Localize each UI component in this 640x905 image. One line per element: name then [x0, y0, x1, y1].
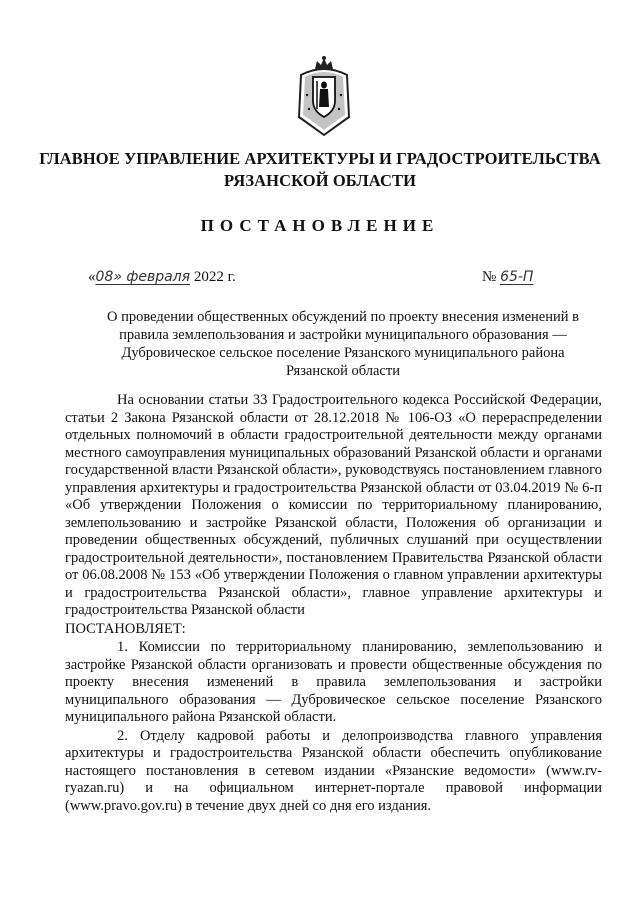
document-number [482, 269, 533, 286]
organization-name-line1: ГЛАВНОЕ УПРАВЛЕНИЕ АРХИТЕКТУРЫ И ГРАДОСТРОИТЕЛЬСТВА [39, 149, 601, 168]
subject-line: правила землепользования и застройки муниципального образования — [119, 327, 567, 343]
document-type: ПОСТАНОВЛЕНИЕ [200, 216, 440, 235]
document-body [65, 392, 602, 816]
date-prefix: « [88, 269, 96, 285]
subject-line: Дубровическое сельское поселение Рязанского муниципального района [121, 345, 565, 361]
subject-line: Рязанской области [286, 363, 400, 379]
preamble-paragraph: На основании статьи 33 Градостроительного кодекса Российской Федерации, статьи 2 Закона Рязанской области от 28.12.2018 № 106-ОЗ «О перераспределении отдельных полномочий в области градостроительной деятельности между органами местного самоуправления муниципальных образований Рязанской области и органами государственной власти Рязанской области», руководствуясь постановлением главного управления архитектуры и градостроительства Рязанской области от 03.04.2019 № 6-п «Об утверждении Положения о комиссии по территориальному планированию, землепользованию и застройке Рязанской области, Положения об организации и проведении общественных обсуждений, публичных слушаний при осуществлении градостроительной деятельности», постановлением Правительства Рязанской области от 06.08.2008 № 153 «Об утверждении Положения о главном управлении архитектуры и градостроительства Рязанской области», главное управление архитектуры и градостроительства Рязанской области [65, 392, 602, 618]
organization-name-line2: РЯЗАНСКОЙ ОБЛАСТИ [223, 171, 417, 190]
date-handwritten: 08» февраля [95, 269, 191, 285]
number-label: № [482, 269, 497, 285]
organization-name [0, 148, 640, 192]
subject-line: О проведении общественных обсуждений по проекту внесения изменений в [107, 309, 579, 325]
ryazan-coat-of-arms-icon [295, 55, 353, 137]
order-item-2: 2. Отделу кадровой работы и делопроизводства главного управления архитектуры и градостроительства Рязанской области обеспечить опубликование настоящего постановления в сетевом издании «Рязанские ведомости» (www.rv-ryazan.ru) и на официальном интернет-портале правовой информации (www.pravo.gov.ru) в течение двух дней со дня его издания. [65, 727, 602, 814]
document-date [88, 269, 236, 286]
order-item-1: 1. Комиссии по территориальному планированию, землепользованию и застройке Рязанской области организовать и провести общественные обсуждения по проекту внесения изменений в правила землепользования и застройки муниципального образования — Дубровическое сельское поселение Рязанского муниципального района Рязанской области. [65, 639, 602, 725]
document-subject [88, 308, 598, 380]
date-year: 2022 г. [190, 269, 236, 285]
decree-word: ПОСТАНОВЛЯЕТ: [65, 620, 186, 637]
number-handwritten: 65-П [500, 269, 534, 285]
